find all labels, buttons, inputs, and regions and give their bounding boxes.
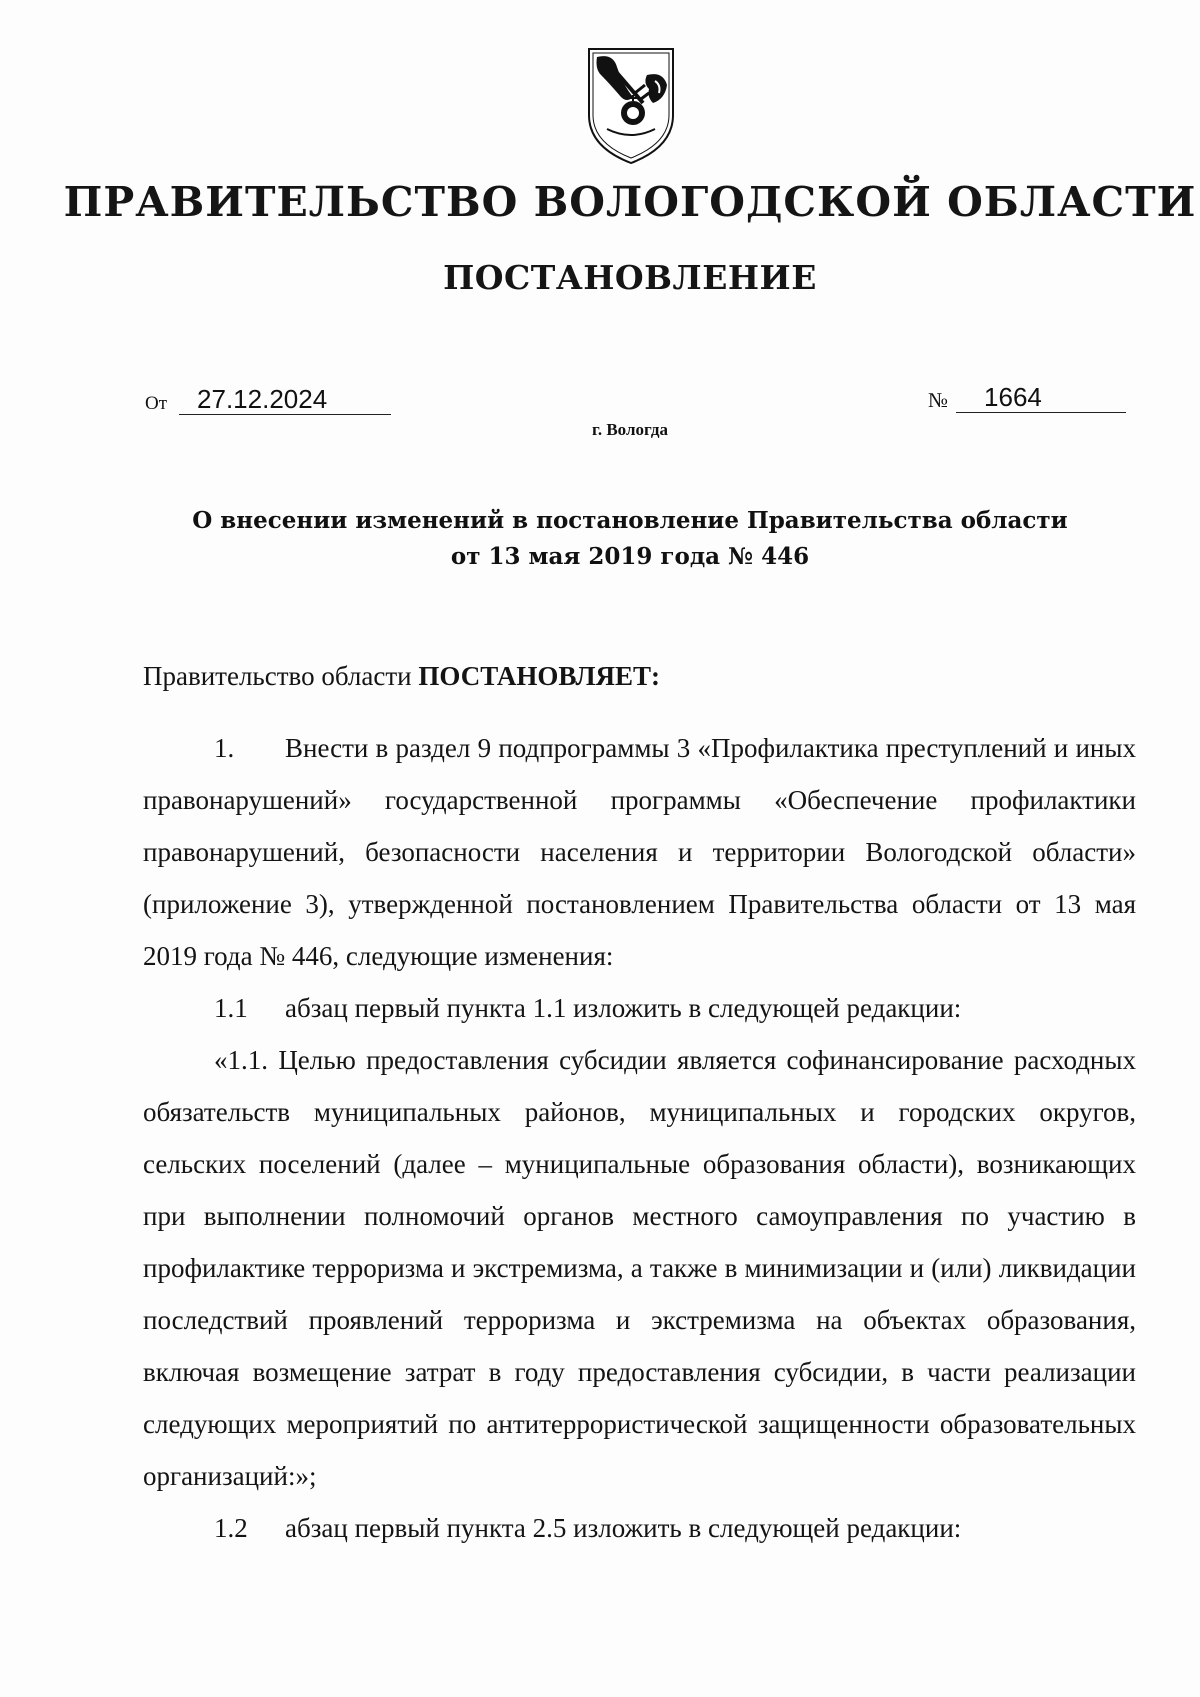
document-date [145, 384, 391, 415]
paragraph-1 [143, 722, 1136, 982]
paragraph-1-1 [143, 982, 1136, 1034]
number-value: 1664 [956, 382, 1126, 413]
quoted-paragraph-text: «1.1. Целью предоставления субсидии является софинансирование расходных обязательств муниципальных районов, муниципальных и городских округов, сельских поселений (далее – муниципальные образования области), возникающих при выполнении полномочий органов местного самоуправления по участию в профилактике терроризма и экстремизма, а также в минимизации и (или) ликвидации последствий проявлений терроризма и экстремизма на объектах образования, включая возмещение затрат в году предоставления субсидии, в части реализации следующих мероприятий по антитеррористической защищенности образовательных организаций:»; [143, 1045, 1136, 1491]
intro-text: Правительство области [143, 661, 419, 691]
coat-of-arms-icon [583, 45, 679, 167]
document-body [143, 650, 1136, 1554]
subject-line-1: О внесении изменений в постановление Правительства области [192, 507, 1068, 534]
paragraph-1-text: Внести в раздел 9 подпрограммы 3 «Профилактика преступлений и иных правонарушений» государственной программы «Обеспечение профилактики правонарушений, безопасности населения и территории Вологодской области» (приложение 3), утвержденной постановлением Правительства области от 13 мая 2019 года № 446, следующие изменения: [143, 733, 1136, 971]
paragraph-1-2-number: 1.2 [214, 1513, 248, 1543]
resolution-intro [143, 650, 1136, 702]
document-subject [0, 503, 1200, 575]
intro-resolves: ПОСТАНОВЛЯЕТ: [418, 661, 660, 691]
number-prefix: № [928, 388, 949, 412]
paragraph-1-1-number: 1.1 [214, 993, 248, 1023]
paragraph-1-number: 1. [214, 733, 235, 763]
paragraph-1-1-text: абзац первый пункта 1.1 изложить в следующей редакции: [285, 993, 962, 1023]
paragraph-1-2-text: абзац первый пункта 2.5 изложить в следующей редакции: [285, 1513, 962, 1543]
city-label: г. Вологда [592, 420, 668, 439]
document-number [928, 382, 1126, 413]
organization-title: ПРАВИТЕЛЬСТВО ВОЛОГОДСКОЙ ОБЛАСТИ [63, 178, 1197, 226]
date-prefix: От [145, 393, 168, 414]
subject-line-2: от 13 мая 2019 года № 446 [450, 543, 810, 570]
date-value: 27.12.2024 [179, 384, 391, 415]
paragraph-1-2 [143, 1502, 1136, 1554]
document-type-title: ПОСТАНОВЛЕНИЕ [443, 258, 817, 297]
quoted-paragraph [143, 1034, 1136, 1502]
